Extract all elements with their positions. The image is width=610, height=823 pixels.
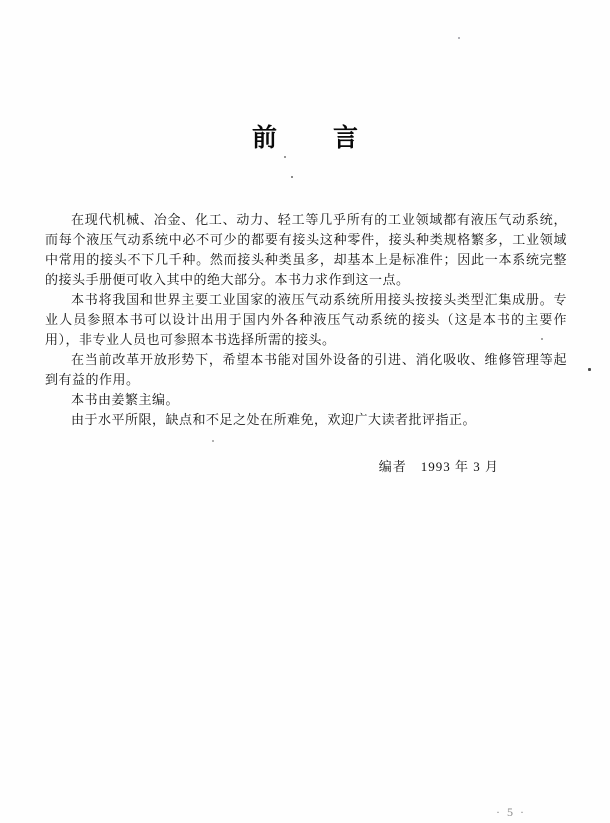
paragraph: 本书由姜繁主编。 <box>71 392 180 407</box>
page-title: 前 言 <box>251 124 360 152</box>
scan-speck <box>291 176 293 178</box>
scan-speck <box>284 156 286 158</box>
paragraph: 在现代机械、冶金、化工、动力、轻工等几乎所有的工业领域都有液压气动系统，而每个液压气动系统中必不可少的都要有接头这种零件，接头种类规格繁多，工业领域中常用的接头不下几千种。然而接头种类虽多，却基本上是标准件；因此一本系统完整的接头手册便可收入其中的绝大部分。本书力求作到这一点。 <box>45 212 567 287</box>
scan-speck <box>541 338 543 340</box>
preface-body <box>45 210 567 430</box>
author-signature: 编者 1993 年 3 月 <box>378 459 499 474</box>
page-content <box>45 0 567 475</box>
paragraph: 由于水平所限，缺点和不足之处在所难免，欢迎广大读者批评指正。 <box>71 412 477 427</box>
scan-speck <box>458 37 460 39</box>
page-number: · 5 · <box>496 805 526 819</box>
paragraph: 本书将我国和世界主要工业国家的液压气动系统所用接头按接头类型汇集成册。专业人员参照本书可以设计出用于国内外各种液压气动系统的接头（这是本书的主要作用），非专业人员也可参照本书选择所需的接头。 <box>45 292 567 347</box>
paragraph: 在当前改革开放形势下，希望本书能对国外设备的引进、消化吸收、维修管理等起到有益的作用。 <box>45 352 567 387</box>
scan-speck <box>212 440 214 442</box>
scan-speck <box>588 368 591 371</box>
